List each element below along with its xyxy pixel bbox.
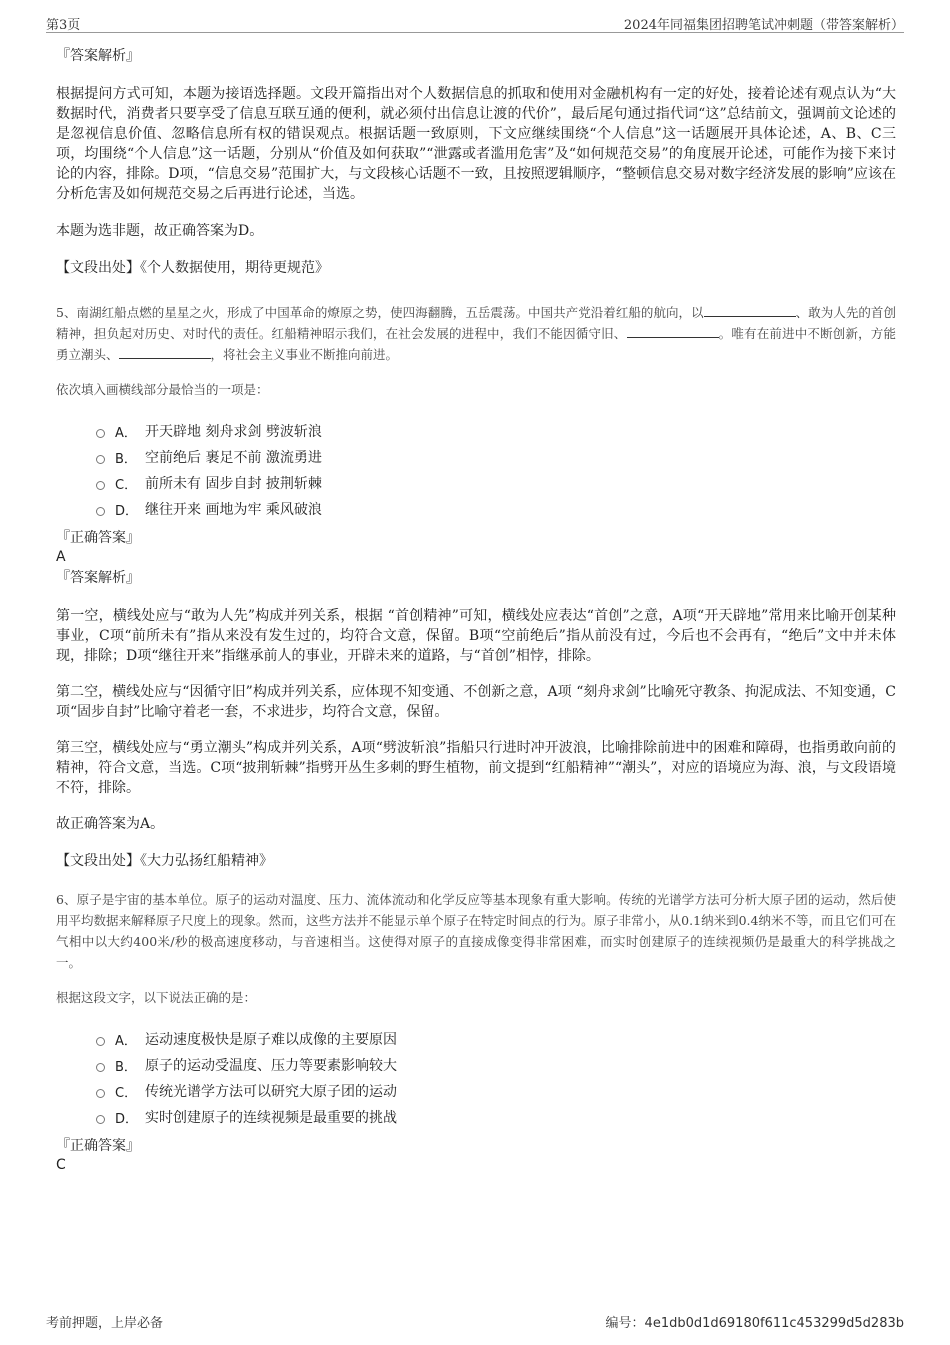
- option-d[interactable]: D． 实时创建原子的连续视频是最重要的挑战: [96, 1104, 896, 1130]
- correct-answer: C: [56, 1157, 66, 1173]
- question-stem: 6、原子是宇宙的基本单位。原子的运动对温度、压力、流体流动和化学反应等基本现象有重大影响。传统的光谱学方法可分析大原子团的运动，然后使用平均数据来解释原子尺度上的现象。然而，这些方法并不能显示单个原子在特定时间点的行为。原子非常小，从0.1纳米到0.4纳米不等，而且它们可在气相中以大约400米/秒的极高速度移动，与音速相当。这使得对原子的直接成像变得非常困难，而实时创建原子的连续视频仍是最重大的科学挑战之一。: [56, 892, 896, 970]
- question-6: [56, 889, 896, 1174]
- radio-button-icon[interactable]: [96, 507, 105, 516]
- analysis-conclusion: 本题为选非题，故正确答案为D。: [56, 223, 264, 239]
- radio-button-icon[interactable]: [96, 1089, 105, 1098]
- radio-button-icon[interactable]: [96, 429, 105, 438]
- radio-button-icon[interactable]: [96, 481, 105, 490]
- page-number: 第3页: [46, 18, 81, 33]
- document-title: 2024年同福集团招聘笔试冲刺题（带答案解析）: [623, 18, 904, 33]
- question-stem: 5、南湖红船点燃的星星之火，形成了中国革命的燎原之势，使四海翻腾，五岳震荡。中国共产党沿着红船的航向，以 、敢为人先的首创精神，担负起对历史、对时代的责任。红船精神昭示我们，在社会发展的进程中，我们不能因循守旧、 。唯有在前进中不断创新，方能勇立潮头、 ，将社会主义事业不断推向前进。: [56, 305, 896, 362]
- radio-button-icon[interactable]: [96, 1115, 105, 1124]
- analysis-paragraph: 根据提问方式可知，本题为接语选择题。文段开篇指出对个人数据信息的抓取和使用对金融机构有一定的好处，接着论述有观点认为“大数据时代，消费者只要享受了信息互联互通的便利，就必须付出信息让渡的代价”，最后尾句通过指代词“这”总结前文，强调前文论述的是忽视信息价值、忽略信息所有权的错误观点。根据话题一致原则，下文应继续围绕“个人信息”这一话题展开具体论述，A、B、C三项，均围绕“个人信息”这一话题，分别从“价值及如何获取”“泄露或者滥用危害”及“如何规范交易”的角度展开论述，可能作为接下来讨论的内容，排除。D项，“信息交易”范围扩大，与文段核心话题不一致，且按照逻辑顺序，“整顿信息交易对数字经济发展的影响”应该在分析危害及如何规范交易之后再进行论述，当选。: [56, 86, 896, 202]
- radio-button-icon[interactable]: [96, 1063, 105, 1072]
- analysis-label: 『答案解析』: [56, 570, 140, 586]
- option-d[interactable]: D． 继往开来 画地为牢 乘风破浪: [96, 496, 896, 522]
- option-c[interactable]: C． 前所未有 固步自封 披荆斩棘: [96, 470, 896, 496]
- option-a[interactable]: A． 开天辟地 刻舟求剑 劈波斩浪: [96, 418, 896, 444]
- analysis-paragraph: 第二空，横线处应与“因循守旧”构成并列关系，应体现不知变通、不创新之意，A项 “刻舟求剑”比喻死守教条、拘泥成法、不知变通，C项“固步自封”比喻守着老一套，不求进步，均符合文意，保留。: [56, 684, 896, 720]
- question-prompt: 依次填入画横线部分最恰当的一项是：: [56, 382, 269, 397]
- analysis-paragraph: 第一空，横线处应与“敢为人先”构成并列关系，根据 “首创精神”可知，横线处应表达“首创”之意，A项“开天辟地”常用来比喻开创某种事业，C项“前所未有”指从来没有发生过的，均符合文意，保留。B项“空前绝后”指从前没有过，今后也不会再有，“绝后”文中并未体现，排除；D项“继往开来”指继承前人的事业，开辟未来的道路，与“首创”相悖，排除。: [56, 608, 896, 664]
- source-citation: 【文段出处】《大力弘扬红船精神》: [56, 853, 273, 869]
- option-b[interactable]: B． 原子的运动受温度、压力等要素影响较大: [96, 1052, 896, 1078]
- correct-answer-label: 『正确答案』: [56, 530, 140, 546]
- fill-blank-2: [627, 325, 719, 338]
- page-header: [46, 12, 904, 33]
- source-citation: 【文段出处】《个人数据使用，期待更规范》: [56, 260, 329, 276]
- option-c[interactable]: C． 传统光谱学方法可以研究大原子团的运动: [96, 1078, 896, 1104]
- answer-options: [96, 418, 896, 522]
- question-prompt: 根据这段文字，以下说法正确的是：: [56, 990, 257, 1005]
- option-b[interactable]: B． 空前绝后 裹足不前 激流勇进: [96, 444, 896, 470]
- correct-answer: A: [56, 549, 66, 565]
- question-5: [56, 302, 896, 871]
- footer-slogan: 考前押题，上岸必备: [46, 1316, 164, 1331]
- radio-button-icon[interactable]: [96, 1037, 105, 1046]
- analysis-label: 『答案解析』: [56, 48, 140, 64]
- fill-blank-3: [119, 346, 211, 359]
- analysis-paragraph: 第三空，横线处应与“勇立潮头”构成并列关系，A项“劈波斩浪”指船只行进时冲开波浪，比喻排除前进中的困难和障碍，也指勇敢向前的精神，符合文意，当选。C项“披荆斩棘”指劈开丛生多刺的野生植物，前文提到“红船精神”“潮头”，对应的语境应为海、浪，与文段语境不符，排除。: [56, 740, 896, 796]
- radio-button-icon[interactable]: [96, 455, 105, 464]
- correct-answer-label: 『正确答案』: [56, 1138, 140, 1154]
- page-content: [56, 42, 896, 1174]
- document-code: 编号：4e1db0d1d69180f611c453299d5d283b: [605, 1316, 904, 1331]
- answer-options: [96, 1026, 896, 1130]
- analysis-conclusion: 故正确答案为A。: [56, 816, 165, 832]
- option-a[interactable]: A． 运动速度极快是原子难以成像的主要原因: [96, 1026, 896, 1052]
- fill-blank-1: [704, 304, 796, 317]
